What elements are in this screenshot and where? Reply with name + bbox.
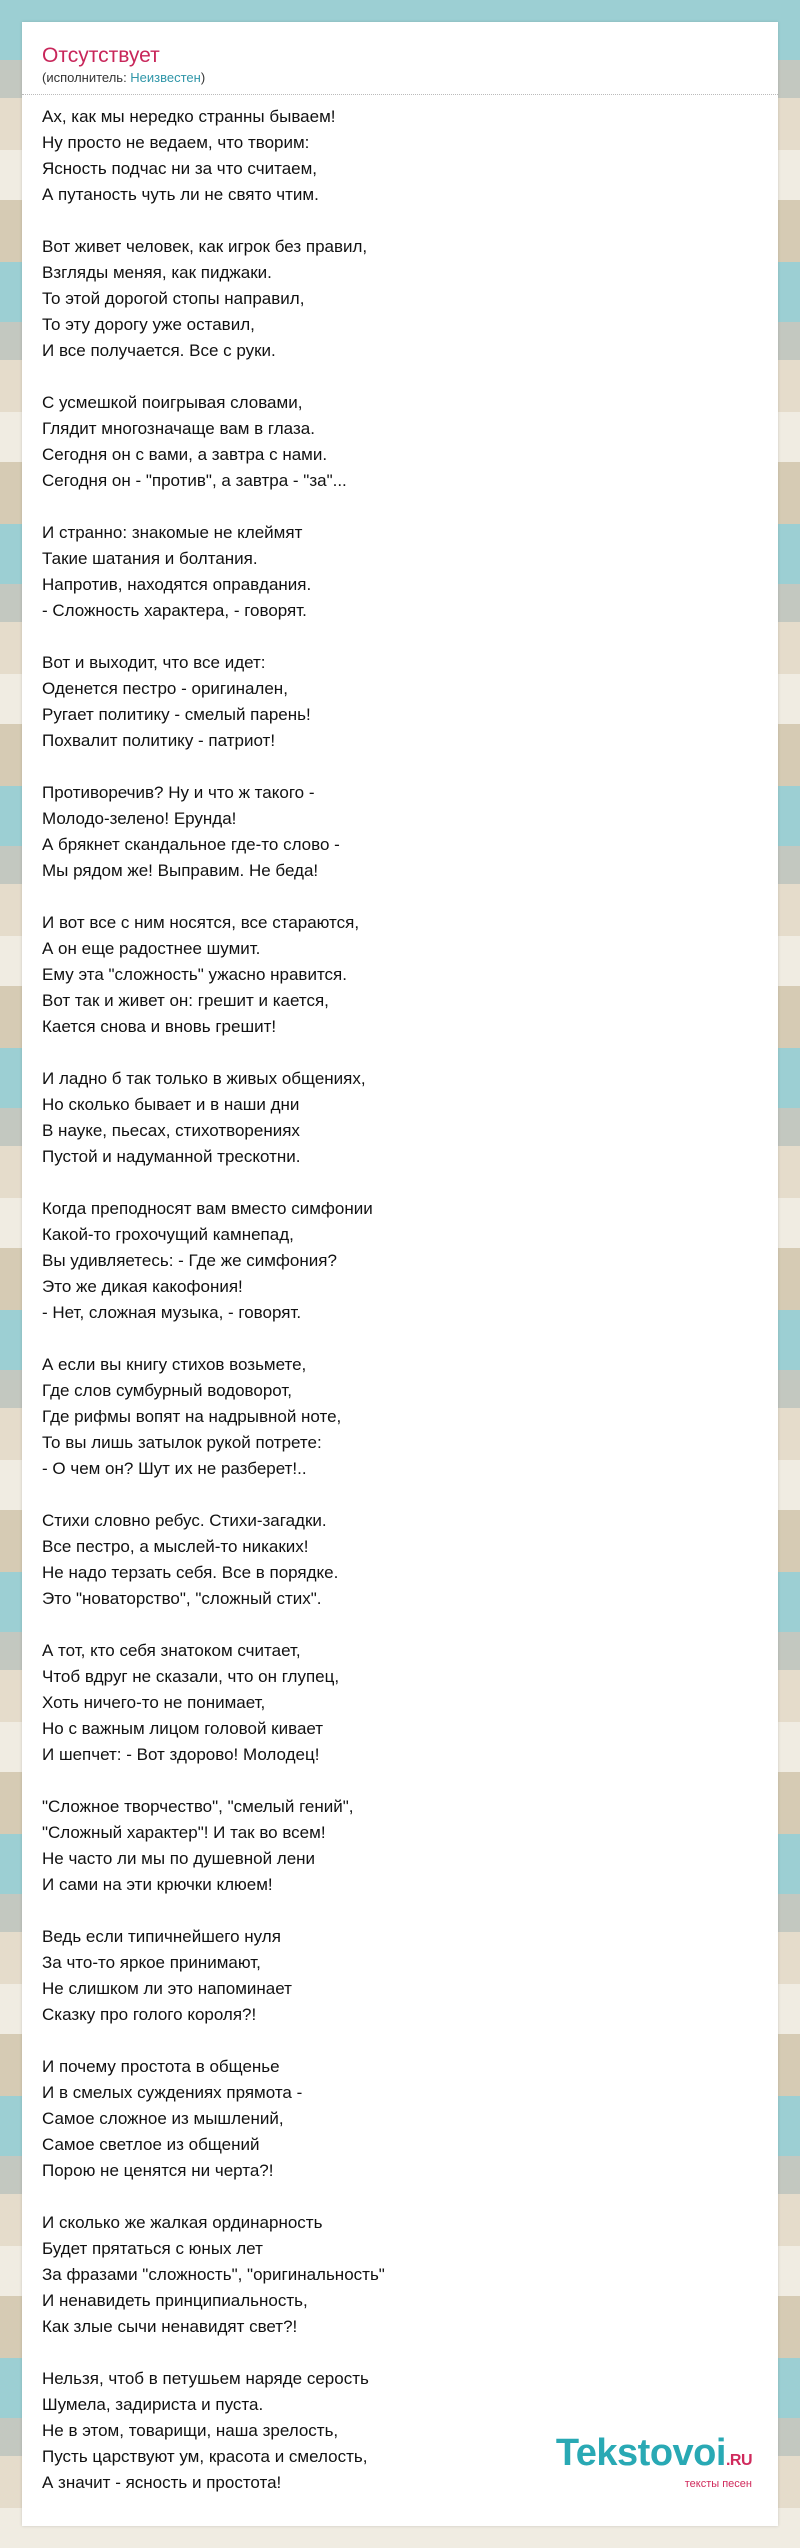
- artist-line: [42, 69, 760, 87]
- lyrics-line: А если вы книгу стихов возьмете,: [42, 1355, 307, 1374]
- lyrics-stanza: [42, 520, 762, 624]
- lyrics-line: Порою не ценятся ни черта?!: [42, 2161, 274, 2180]
- lyrics-line: Не надо терзать себя. Все в порядке.: [42, 1563, 339, 1582]
- lyrics-stanza: [42, 1638, 762, 1768]
- lyrics-line: За что-то яркое принимают,: [42, 1953, 261, 1972]
- lyrics-line: Ведь если типичнейшего нуля: [42, 1927, 281, 1946]
- lyrics-line: Когда преподносят вам вместо симфонии: [42, 1199, 373, 1218]
- lyrics-line: Сегодня он - "против", а завтра - "за"...: [42, 471, 347, 490]
- lyrics-line: Ясность подчас ни за что считаем,: [42, 159, 318, 178]
- lyrics-line: Не слишком ли это напоминает: [42, 1979, 292, 1998]
- lyrics-line: Но с важным лицом головой кивает: [42, 1719, 324, 1738]
- lyrics-line: Будет прятаться с юных лет: [42, 2239, 263, 2258]
- lyrics-line: А он еще радостнее шумит.: [42, 939, 261, 958]
- lyrics-line: За фразами "сложность", "оригинальность": [42, 2265, 385, 2284]
- lyrics-line: То эту дорогу уже оставил,: [42, 315, 255, 334]
- lyrics-line: - Нет, сложная музыка, - говорят.: [42, 1303, 302, 1322]
- content-panel: [22, 22, 778, 2526]
- site-logo[interactable]: [556, 2433, 752, 2490]
- lyrics-line: Кается снова и вновь грешит!: [42, 1017, 277, 1036]
- lyrics-line: Самое сложное из мышлений,: [42, 2109, 284, 2128]
- lyrics-stanza: [42, 650, 762, 754]
- lyrics-line: С усмешкой поигрывая словами,: [42, 393, 303, 412]
- lyrics-line: Это "новаторство", "сложный стих".: [42, 1589, 322, 1608]
- lyrics-line: Чтоб вдруг не сказали, что он глупец,: [42, 1667, 340, 1686]
- lyrics-stanza: [42, 910, 762, 1040]
- lyrics-line: Вы удивляетесь: - Где же симфония?: [42, 1251, 337, 1270]
- lyrics-line: Мы рядом же! Выправим. Не беда!: [42, 861, 319, 880]
- lyrics-body: [42, 104, 762, 2522]
- artist-suffix: ): [200, 70, 206, 85]
- lyrics-line: Ну просто не ведаем, что творим:: [42, 133, 310, 152]
- lyrics-line: И вот все с ним носятся, все стараются,: [42, 913, 360, 932]
- logo-wordmark: [556, 2433, 752, 2481]
- logo-tagline: тексты песен: [684, 2478, 752, 2490]
- logo-name: Tekstovoi: [555, 2432, 726, 2474]
- lyrics-line: И странно: знакомые не клеймят: [42, 523, 303, 542]
- lyrics-stanza: [42, 390, 762, 494]
- lyrics-line: Это же дикая какофония!: [42, 1277, 243, 1296]
- lyrics-line: Не часто ли мы по душевной лени: [42, 1849, 316, 1868]
- lyrics-line: Самое светлое из общений: [42, 2135, 260, 2154]
- lyrics-line: Взгляды меняя, как пиджаки.: [42, 263, 272, 282]
- lyrics-line: Вот и выходит, что все идет:: [42, 653, 266, 672]
- lyrics-stanza: [42, 1508, 762, 1612]
- lyrics-line: Похвалит политику - патриот!: [42, 731, 276, 750]
- lyrics-line: Но сколько бывает и в наши дни: [42, 1095, 300, 1114]
- lyrics-line: А тот, кто себя знатоком считает,: [42, 1641, 301, 1660]
- lyrics-line: Сказку про голого короля?!: [42, 2005, 257, 2024]
- lyrics-stanza: [42, 1794, 762, 1898]
- logo-tld: .RU: [725, 2452, 752, 2469]
- lyrics-line: Противоречив? Ну и что ж такого -: [42, 783, 315, 802]
- lyrics-line: Ругает политику - смелый парень!: [42, 705, 311, 724]
- song-header: [22, 22, 778, 95]
- lyrics-line: И в смелых суждениях прямота -: [42, 2083, 303, 2102]
- lyrics-line: И почему простота в общенье: [42, 2057, 280, 2076]
- lyrics-line: Вот так и живет он: грешит и кается,: [42, 991, 329, 1010]
- lyrics-line: Где рифмы вопят на надрывной ноте,: [42, 1407, 342, 1426]
- lyrics-line: В науке, пьесах, стихотворениях: [42, 1121, 300, 1140]
- lyrics-stanza: [42, 1924, 762, 2028]
- lyrics-line: Пусть царствуют ум, красота и смелость,: [42, 2447, 368, 2466]
- artist-prefix: (исполнитель:: [42, 70, 131, 85]
- lyrics-line: И все получается. Все с руки.: [42, 341, 276, 360]
- lyrics-line: Какой-то грохочущий камнепад,: [42, 1225, 294, 1244]
- lyrics-stanza: [42, 2054, 762, 2184]
- lyrics-line: Ему эта "сложность" ужасно нравится.: [42, 965, 347, 984]
- lyrics-stanza: [42, 1352, 762, 1482]
- lyrics-stanza: [42, 1066, 762, 1170]
- lyrics-line: Как злые сычи ненавидят свет?!: [42, 2317, 298, 2336]
- lyrics-line: То вы лишь затылок рукой потрете:: [42, 1433, 322, 1452]
- lyrics-line: И ненавидеть принципиальность,: [42, 2291, 308, 2310]
- lyrics-line: А брякнет скандальное где-то слово -: [42, 835, 340, 854]
- lyrics-stanza: [42, 104, 762, 208]
- artist-link[interactable]: Неизвестен: [130, 70, 201, 85]
- lyrics-line: Нельзя, чтоб в петушьем наряде серость: [42, 2369, 369, 2388]
- lyrics-stanza: [42, 780, 762, 884]
- lyrics-line: Все пестро, а мыслей-то никаких!: [42, 1537, 309, 1556]
- lyrics-line: И шепчет: - Вот здорово! Молодец!: [42, 1745, 320, 1764]
- lyrics-line: А значит - ясность и простота!: [42, 2473, 282, 2492]
- lyrics-line: "Сложный характер"! И так во всем!: [42, 1823, 326, 1842]
- lyrics-line: И ладно б так только в живых общениях,: [42, 1069, 366, 1088]
- lyrics-line: Пустой и надуманной трескотни.: [42, 1147, 301, 1166]
- lyrics-line: Где слов сумбурный водоворот,: [42, 1381, 292, 1400]
- lyrics-line: И сколько же жалкая ординарность: [42, 2213, 323, 2232]
- lyrics-line: А путаность чуть ли не свято чтим.: [42, 185, 319, 204]
- lyrics-line: Стихи словно ребус. Стихи-загадки.: [42, 1511, 327, 1530]
- lyrics-line: Глядит многозначаще вам в глаза.: [42, 419, 315, 438]
- lyrics-stanza: [42, 1196, 762, 1326]
- lyrics-line: Ах, как мы нередко странны бываем!: [42, 107, 336, 126]
- song-title: Отсутствует: [42, 44, 160, 67]
- lyrics-line: Молодо-зелено! Ерунда!: [42, 809, 237, 828]
- lyrics-line: Сегодня он с вами, а завтра с нами.: [42, 445, 328, 464]
- lyrics-line: - О чем он? Шут их не разберет!..: [42, 1459, 307, 1478]
- lyrics-line: Такие шатания и болтания.: [42, 549, 258, 568]
- lyrics-line: - Сложность характера, - говорят.: [42, 601, 307, 620]
- lyrics-line: Хоть ничего-то не понимает,: [42, 1693, 266, 1712]
- lyrics-stanza: [42, 234, 762, 364]
- lyrics-line: То этой дорогой стопы направил,: [42, 289, 305, 308]
- lyrics-line: Шумела, задириста и пуста.: [42, 2395, 264, 2414]
- lyrics-line: И сами на эти крючки клюем!: [42, 1875, 273, 1894]
- lyrics-line: Напротив, находятся оправдания.: [42, 575, 312, 594]
- lyrics-line: "Сложное творчество", "смелый гений",: [42, 1797, 354, 1816]
- lyrics-line: Оденется пестро - оригинален,: [42, 679, 288, 698]
- lyrics-line: Вот живет человек, как игрок без правил,: [42, 237, 368, 256]
- lyrics-stanza: [42, 2210, 762, 2340]
- lyrics-line: Не в этом, товарищи, наша зрелость,: [42, 2421, 339, 2440]
